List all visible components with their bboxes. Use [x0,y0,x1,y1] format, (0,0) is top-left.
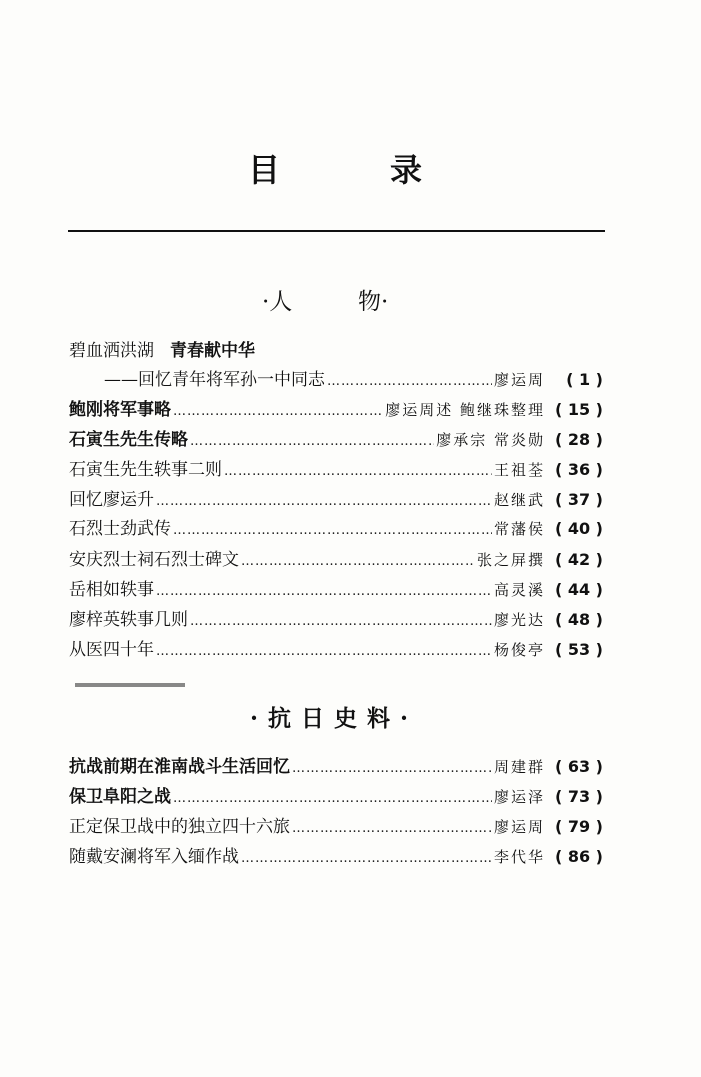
leader-dots [156,584,492,599]
entry-page: ( 15 ) [545,400,603,419]
entry-title: 抗战前期在淮南战斗生活回忆 [69,757,290,777]
entry-page: ( 36 ) [545,460,603,479]
toc-entry[interactable] [69,545,603,571]
entry-title: 正定保卫战中的独立四十六旅 [69,817,290,837]
entry-author: 廖运周 [493,371,545,389]
entry-title: 保卫阜阳之战 [69,787,171,807]
entry-author: 廖运周 [493,818,545,836]
entry-page: ( 53 ) [545,640,603,659]
toc-entry[interactable] [69,812,603,838]
entry-title: 石烈士劲武传 [69,519,171,539]
entry-title: 廖梓英轶事几则 [69,610,188,630]
entry-author: 廖运周述 鲍继珠整理 [385,401,545,419]
section-heading-right: 物· [358,289,389,315]
toc-entry[interactable] [69,514,603,540]
entry-title-part-b: 青春献中华 [170,341,255,361]
entry-author: 李代华 [493,848,545,866]
entry-author: 廖光达 [493,611,545,629]
leader-dots [327,374,492,389]
entry-page: ( 37 ) [545,490,603,509]
toc-entry[interactable] [69,395,603,421]
entry-page: ( 86 ) [545,847,603,866]
entry-page: ( 1 ) [545,370,603,389]
entry-title: 鲍刚将军事略 [69,400,171,420]
entry-author: 张之屏撰 [476,551,545,569]
entry-author: 杨俊亭 [493,641,545,659]
entry-page: ( 44 ) [545,580,603,599]
entry-page: ( 73 ) [545,787,603,806]
section-heading-text: ·抗日史料· [250,705,419,732]
entry-title: ——回忆青年将军孙一中同志 [104,370,325,390]
entry-page: ( 48 ) [545,610,603,629]
toc-entry[interactable] [69,752,603,778]
entry-title: 石寅生先生传略 [69,430,188,450]
print-smudge [75,683,185,687]
entry-author: 周建群 [493,758,545,776]
entry-author: 王祖荃 [493,461,545,479]
entry-author: 廖承宗 常炎勋 [436,431,545,449]
toc-entry[interactable] [69,842,603,868]
toc-entry[interactable] [69,635,603,661]
leader-dots [156,644,492,659]
title-char-2: 录 [390,151,423,189]
entry-author: 廖运泽 [493,788,545,806]
entry-author: 赵继武 [493,491,545,509]
leader-dots [156,494,492,509]
leader-dots [292,821,492,836]
leader-dots [241,554,475,569]
leader-dots [173,791,492,806]
entry-author: 常藩侯 [493,520,545,538]
toc-entry-title[interactable] [69,336,255,361]
entry-title: 石寅生先生轶事二则 [69,460,222,480]
entry-title: 回忆廖运升 [69,490,154,510]
section-heading-left: ·人 [262,289,293,315]
toc-entry[interactable] [69,575,603,601]
toc-entry[interactable] [69,605,603,631]
entry-page: ( 63 ) [545,757,603,776]
leader-dots [241,851,492,866]
leader-dots [173,523,492,538]
title-char-1: 目 [248,151,281,189]
entry-page: ( 40 ) [545,519,603,538]
entry-title: 安庆烈士祠石烈士碑文 [69,550,239,570]
entry-page: ( 79 ) [545,817,603,836]
entry-page: ( 42 ) [545,550,603,569]
leader-dots [190,614,492,629]
entry-title: 从医四十年 [69,640,154,660]
entry-page: ( 28 ) [545,430,603,449]
leader-dots [224,464,492,479]
entry-title: 随戴安澜将军入缅作战 [69,847,239,867]
leader-dots [190,434,434,449]
entry-author: 高灵溪 [493,581,545,599]
toc-entry[interactable] [69,782,603,808]
entry-title-part-a: 碧血洒洪湖 [69,341,154,361]
entry-title: 岳相如轶事 [69,580,154,600]
leader-dots [173,404,383,419]
leader-dots [292,761,492,776]
title-rule [68,230,605,232]
toc-entry[interactable] [69,455,603,481]
toc-entry[interactable] [104,365,603,391]
toc-entry[interactable] [69,485,603,511]
toc-entry[interactable] [69,425,603,451]
